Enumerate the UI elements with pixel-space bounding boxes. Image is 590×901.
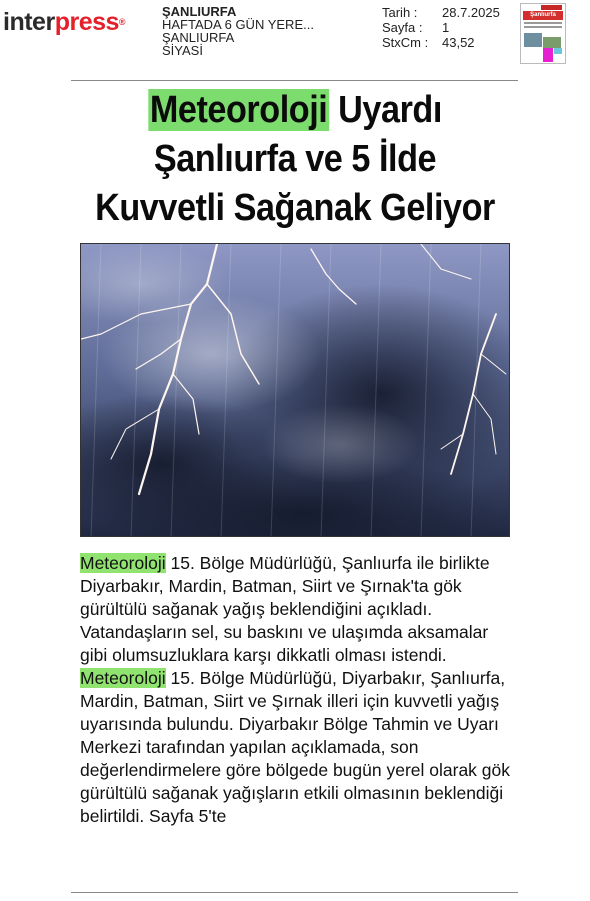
storm-photo [80,243,510,537]
date-label: Tarih : [382,5,418,20]
page-row [382,20,500,35]
page-label: Sayfa : [382,20,423,35]
headline-line-2: Şanlıurfa ve 5 İlde [153,138,437,180]
article-body [80,552,520,828]
clipping-meta [162,5,314,57]
logo-registered-mark: ® [118,17,126,27]
newspaper-thumbnail[interactable] [520,3,566,64]
bottom-divider [71,892,518,893]
date-value: 28.7.2025 [442,5,500,20]
stxcm-row [382,35,500,50]
article-paragraph-2 [80,667,520,828]
logo-part-2: press [54,8,119,36]
stxcm-value: 43,52 [442,35,475,50]
paragraph-2-keyword: Meteoroloji [80,668,166,688]
page-value: 1 [442,20,450,35]
clipping-header [0,0,590,78]
newspaper-frequency: HAFTADA 6 GÜN YERE... [162,17,314,32]
headline-line-1 [93,86,498,135]
headline-keyword: Meteoroloji [149,89,328,131]
thumbnail-title: Şanlıurfa [523,11,563,20]
headline-line-3: Kuvvetli Sağanak Geliyor [95,187,495,229]
paragraph-1-text: 15. Bölge Müdürlüğü, Şanlıurfa ile birlikte Diyarbakır, Mardin, Batman, Siirt ve Şırnak'ta gök gürültülü sağanak yağış beklendiğini açıkladı. Vatandaşların sel, su baskını ve ulaşımda aksamalar gibi olumsuzluklara karşı dikkatli olması istendi. [80,553,490,665]
paragraph-1-keyword: Meteoroloji [80,553,166,573]
clipping-refs [382,5,500,50]
article-paragraph-1 [80,552,520,667]
date-row [382,5,500,20]
newspaper-name: ŞANLIURFA [162,4,237,19]
newspaper-city: ŞANLIURFA [162,30,235,45]
storm-lightning-image [81,244,510,537]
stxcm-label: StxCm : [382,35,429,50]
interpress-logo [3,8,125,36]
top-divider [71,80,518,81]
newspaper-section: SİYASİ [162,43,203,58]
logo-part-1: inter [3,8,55,36]
headline-line-1-rest: Uyardı [338,89,442,131]
paragraph-2-text: 15. Bölge Müdürlüğü, Diyarbakır, Şanlıurfa, Mardin, Batman, Siirt ve Şırnak illeri için kuvvetli yağış uyarısında bulundu. Diyarbakır Bölge Tahmin ve Uyarı Merkezi tarafından yapılan açıklamada, son değerlendirmelere göre bölgede bugün yerel olarak gök gürültülü sağanak yağışların etkili olmasının beklendiği belirtildi. Sayfa 5'te [80,668,511,826]
article-headline [93,86,498,233]
